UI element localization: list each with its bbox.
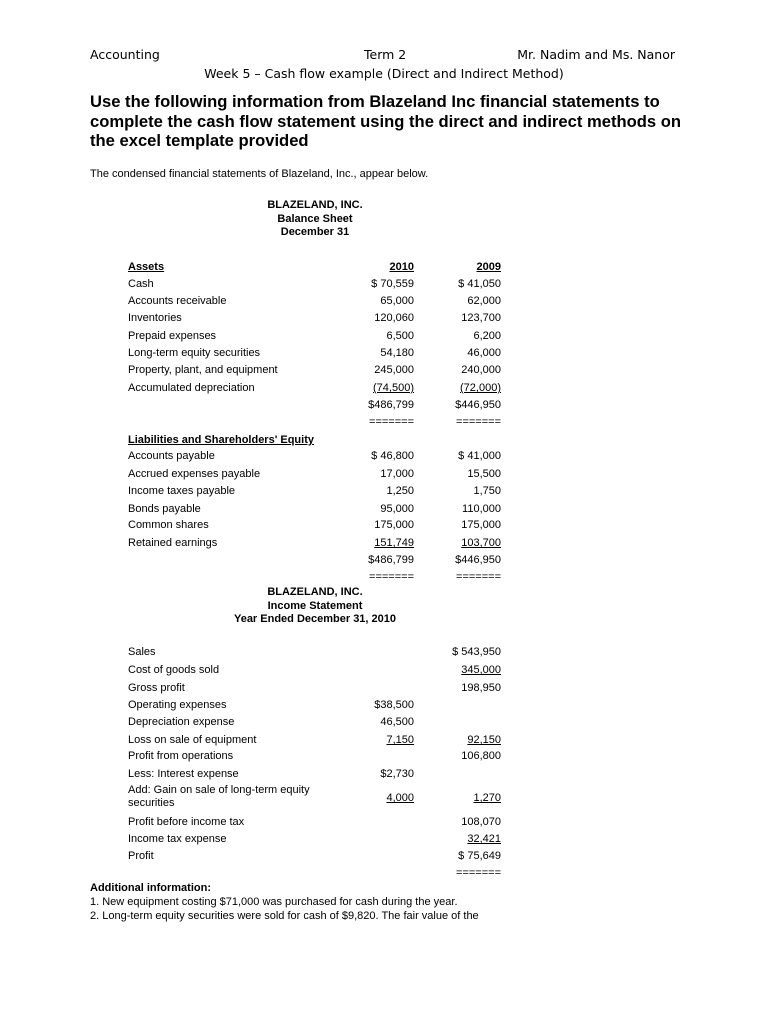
row-value-2: $ 41,050 [458,278,501,290]
row-label: Cash [128,278,154,290]
row-label: Income tax expense [128,833,227,845]
title-line: Balance Sheet [277,212,353,225]
row-value-2: 92,150 [467,734,501,746]
row-label: Sales [128,646,156,658]
statement-row [0,433,768,447]
statement-row [0,363,768,377]
row-label: Gross profit [128,682,185,694]
row-value-2: $ 75,649 [458,850,501,862]
row-value-1: $ 70,559 [371,278,414,290]
row-value-1: 120,060 [374,312,414,324]
instruction-heading: Use the following information from Blazeland Inc financial statements to complete the cash flow statement using the direct and indirect methods on the excel template provided [90,92,682,150]
row-value-2: 6,200 [473,330,501,342]
row-label: Accounts payable [128,450,215,462]
header-subtitle: Week 5 – Cash flow example (Direct and Indirect Method) [204,66,564,81]
statement-row [0,381,768,395]
row-label: Property, plant, and equipment [128,364,278,376]
title-line: BLAZELAND, INC. [267,199,363,211]
row-value-1: $486,799 [368,399,414,411]
statement-row [0,715,768,729]
row-value-2: 240,000 [461,364,501,376]
row-value-2: ======= [456,571,501,583]
header-subject: Accounting [90,47,160,62]
statement-row [0,467,768,481]
row-value-2: 198,950 [461,682,501,694]
row-value-2: 62,000 [467,295,501,307]
statement-row [0,645,768,659]
statement-row [0,536,768,550]
row-value-1: 175,000 [374,519,414,531]
title-line: BLAZELAND, INC. [267,586,363,598]
row-value-1: 245,000 [374,364,414,376]
additional-info-item: 1. New equipment costing $71,000 was purchased for cash during the year. [90,896,458,908]
row-value-1: 2010 [389,261,414,273]
row-value-2: 1,750 [473,485,501,497]
row-value-1: $38,500 [374,699,414,711]
row-label: Retained earnings [128,537,218,549]
row-value-1: 46,500 [380,716,414,728]
row-value-1: 95,000 [380,503,414,515]
statement-row [0,260,768,274]
row-label: Loss on sale of equipment [128,734,257,746]
row-value-2: 32,421 [467,833,501,845]
row-label: Cost of goods sold [128,664,220,676]
title-line: December 31 [280,226,350,238]
row-label: Income taxes payable [128,485,236,497]
row-value-1: 6,500 [386,330,414,342]
row-value-1: 54,180 [380,347,414,359]
row-label: Liabilities and Shareholders' Equity [128,434,314,446]
row-value-1: ======= [369,416,414,428]
row-label: Accumulated depreciation [128,382,255,394]
statement-row [0,784,768,809]
row-label: Less: Interest expense [128,768,239,780]
statement-row [0,698,768,712]
row-value-1: 151,749 [374,537,414,549]
row-value-2: $446,950 [455,399,501,411]
statement-row [0,415,768,429]
row-value-2: ======= [456,416,501,428]
row-value-2: (72,000) [460,382,501,394]
row-label: Depreciation expense [128,716,235,728]
row-value-2: 103,700 [461,537,501,549]
row-label: Assets [128,261,165,273]
row-label: Long-term equity securities [128,347,261,359]
row-value-2: 123,700 [461,312,501,324]
row-value-1: 4,000 [386,792,414,804]
statement-row [0,329,768,343]
statement-row [0,866,768,880]
additional-info-title: Additional information: [90,882,211,894]
row-label: Accounts receivable [128,295,227,307]
row-value-2: $446,950 [455,554,501,566]
row-value-2: 175,000 [461,519,501,531]
row-label: Common shares [128,519,209,531]
statement-row [0,449,768,463]
row-value-1: ======= [369,571,414,583]
header-teachers: Mr. Nadim and Ms. Nanor [517,47,675,62]
row-value-2: $ 543,950 [452,646,501,658]
row-value-1: 7,150 [386,734,414,746]
intro-text: The condensed financial statements of Blazeland, Inc., appear below. [90,168,429,180]
statement-row [0,681,768,695]
statement-row [0,570,768,584]
row-value-2: 2009 [476,261,501,273]
row-value-1: 1,250 [386,485,414,497]
row-label: Inventories [128,312,182,324]
row-label: Bonds payable [128,503,201,515]
row-value-1: (74,500) [373,382,414,394]
row-label: Accrued expenses payable [128,468,261,480]
row-label: Operating expenses [128,699,227,711]
statement-row [0,311,768,325]
row-value-2: 345,000 [461,664,501,676]
statement-row [0,849,768,863]
title-line: Income Statement [267,599,363,612]
statement-row [0,749,768,763]
statement-row [0,484,768,498]
row-value-2: 46,000 [467,347,501,359]
row-label: Profit from operations [128,750,234,762]
statement-row [0,502,768,516]
row-value-2: 15,500 [467,468,501,480]
statement-row [0,518,768,532]
row-value-2: 110,000 [462,503,501,515]
statement-row [0,277,768,291]
statement-row [0,663,768,677]
row-label: Prepaid expenses [128,330,217,342]
statement-row [0,398,768,412]
additional-info-item: 2. Long-term equity securities were sold for cash of $9,820. The fair value of the [90,910,479,922]
row-value-1: $ 46,800 [371,450,414,462]
statement-row [0,815,768,829]
row-value-1: 17,000 [380,468,414,480]
row-value-1: $486,799 [368,554,414,566]
statement-row [0,832,768,846]
statement-row [0,733,768,747]
row-value-2: 1,270 [473,792,501,804]
row-label: Add: Gain on sale of long-term equity securities [128,784,310,809]
row-value-2: 106,800 [461,750,501,762]
row-label: Profit [128,850,154,862]
row-value-2: 108,070 [461,816,501,828]
balance-sheet-title [170,199,460,240]
row-value-1: 65,000 [380,295,414,307]
income-statement-title [170,586,460,627]
statement-row [0,346,768,360]
row-value-2: $ 41,000 [458,450,501,462]
row-value-2: ======= [456,867,501,879]
statement-row [0,767,768,781]
statement-row [0,294,768,308]
row-label: Profit before income tax [128,816,245,828]
header-term: Term 2 [364,47,407,62]
statement-row [0,553,768,567]
row-value-1: $2,730 [380,768,414,780]
title-line: Year Ended December 31, 2010 [233,613,397,625]
